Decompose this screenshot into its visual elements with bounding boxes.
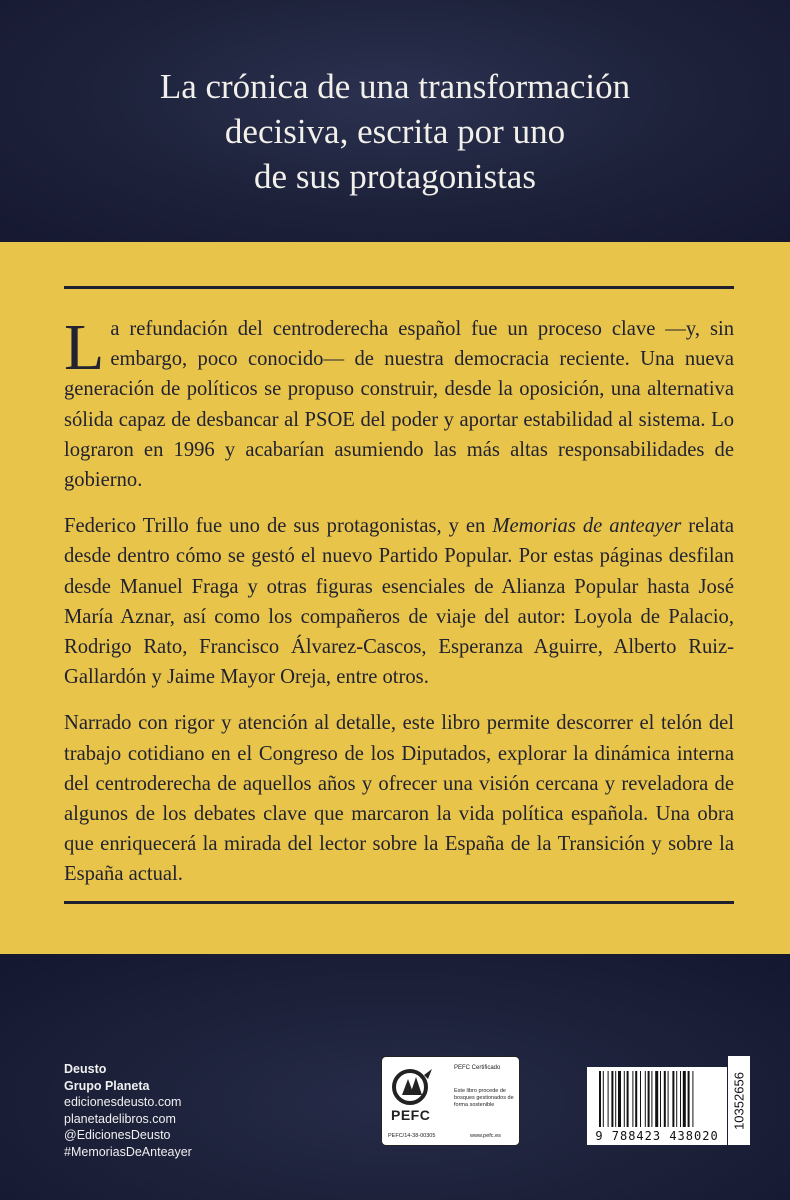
book-hashtag: #MemoriasDeAnteayer [64,1144,192,1159]
drop-cap: L [64,311,105,384]
publisher-group: Grupo Planeta [64,1078,150,1093]
barcode-digits: 9 788423 438020 [595,1129,719,1143]
bottom-divider [64,901,734,904]
paragraph-2 [64,511,734,692]
isbn-barcode [587,1067,727,1145]
publisher-website: edicionesdeusto.com [64,1095,182,1109]
item-code: 10352656 [731,1071,747,1130]
top-divider [64,286,734,289]
tagline-line-2: decisiva, escrita por uno [224,112,566,151]
pefc-certified: PEFC Certificado [454,1065,501,1071]
pefc-logo-word: PEFC [391,1107,431,1123]
item-code-strip [728,1056,750,1145]
paragraph-2-rest: relata desde dentro cómo se gestó el nuevo Partido Popular. Por estas páginas desfilan desde Manuel Fraga y otras figuras esenciales de Alianza Popular hasta José María Aznar, así como los compañeros de viaje del autor: Loyola de Palacio, Rodrigo Rato, Francisco Álvarez-Cascos, Esperanza Aguirre, Alberto Ruiz-Gallardón y Jaime Mayor Oreja, entre otros. [64,515,734,689]
pefc-certification-label [381,1056,520,1146]
barcode-bars-icon [587,1067,727,1129]
tagline-line-3: de sus protagonistas [254,157,536,196]
pefc-code: PEFC/14-38-00305 [388,1133,436,1139]
paragraph-1-text: a refundación del centroderecha español fue un proceso clave —y, sin embargo, poco conocido— de nuestra democracia reciente. Una nueva generación de políticos se propuso construir, desde la oposición, una alternativa sólida capaz de desbancar al PSOE del poder y aportar estabilidad al sistema. Lo lograron en 1996 y acabarían asumiendo las más altas responsabilidades de gobierno. [64,318,734,492]
publisher-handle: @EdicionesDeusto [64,1128,171,1142]
tagline-line-1: La crónica de una transformación [159,67,631,106]
pefc-description: Este libro procede de bosques gestionados de forma sostenible [454,1088,514,1108]
paragraph-3: Narrado con rigor y atención al detalle, este libro permite descorrer el telón del trabajo cotidiano en el Congreso de los Diputados, explorar la dinámica interna del centroderecha de aquellos años y ofrecer una visión cercana y reveladora de algunos de los debates clave que marcaron la vida política española. Una obra que enriquecerá la mirada del lector sobre la España de la Transición y sobre la España actual. [64,712,734,886]
publisher-info [64,1061,324,1160]
group-website: planetadelibros.com [64,1111,176,1126]
paragraph-2-start: Federico Trillo fue uno de sus protagonistas, y en [64,515,493,538]
tagline [0,64,790,199]
book-title: Memorias de anteayer [492,515,682,538]
paragraph-1 [64,311,734,495]
pefc-url: www.pefc.es [470,1133,501,1139]
synopsis-text [64,311,734,906]
publisher-name: Deusto [64,1062,107,1076]
